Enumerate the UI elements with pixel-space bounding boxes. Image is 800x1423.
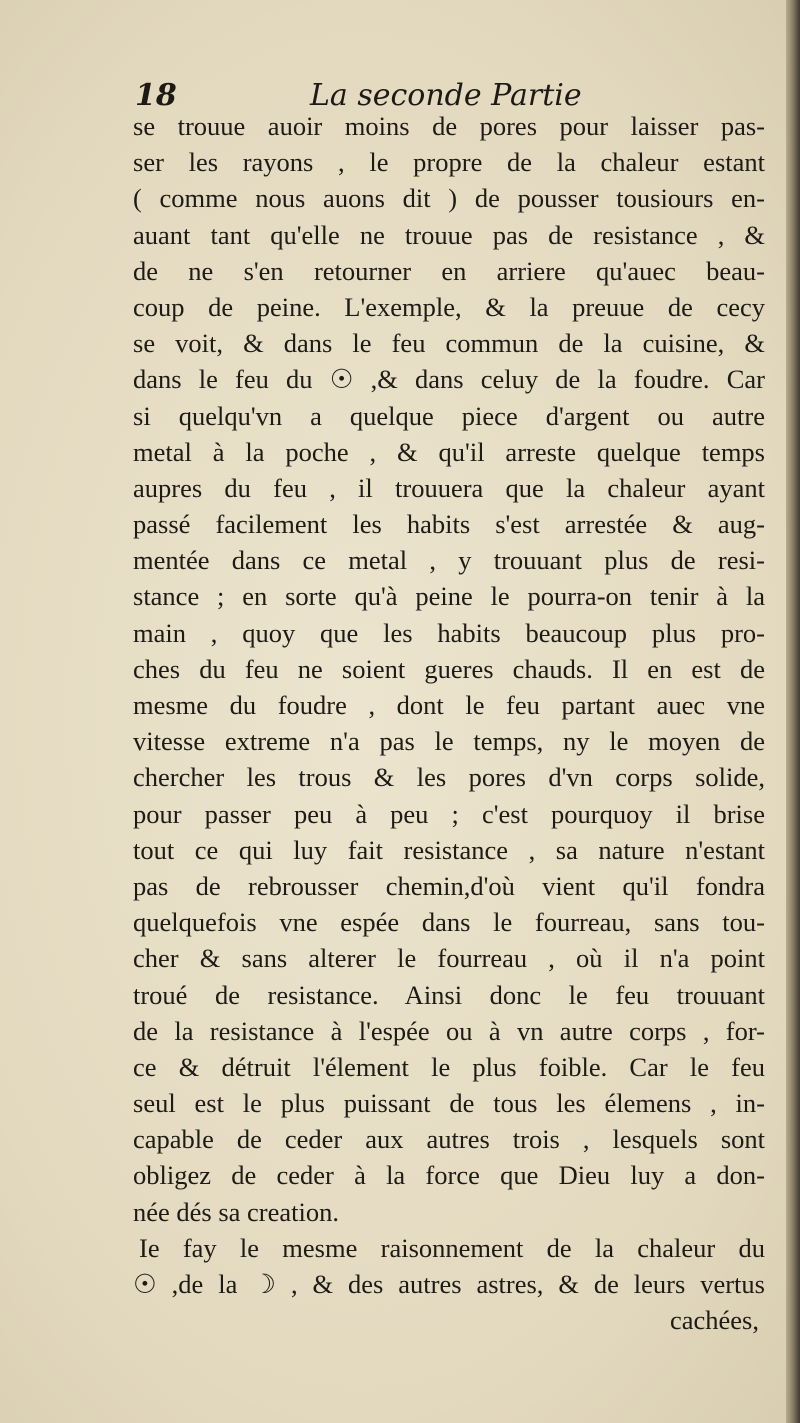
text-line: stance ; en sorte qu'à peine le pourra-on tenir à la	[133, 581, 765, 612]
text-line: ches du feu ne soient gueres chauds. Il en est de	[133, 653, 765, 684]
text-line: passé facilement les habits s'est arrestée & aug-	[133, 509, 765, 540]
text-line: obligez de ceder à la force que Dieu luy a don-	[133, 1160, 765, 1191]
text-line: auant tant qu'elle ne trouue pas de resistance , &	[133, 219, 765, 250]
text-line: troué de resistance. Ainsi donc le feu trouuant	[133, 979, 765, 1010]
text-line: quelquefois vne espée dans le fourreau, sans tou-	[133, 907, 765, 938]
text-line: de la resistance à l'espée ou à vn autre corps , for-	[133, 1015, 765, 1046]
text-line: pour passer peu à peu ; c'est pourquoy il brise	[133, 798, 765, 829]
text-line: main , quoy que les habits beaucoup plus pro-	[133, 617, 765, 648]
text-line: coup de peine. L'exemple, & la preuue de cecy	[133, 291, 765, 322]
text-line: ser les rayons , le propre de la chaleur estant	[133, 147, 765, 178]
text-line: metal à la poche , & qu'il arreste quelque temps	[133, 436, 765, 467]
text-line: née dés sa creation.	[133, 1196, 340, 1227]
text-line: ☉ ,de la ☽ , & des autres astres, & de leurs vertus	[133, 1269, 765, 1299]
text-line: chercher les trous & les pores d'vn corps solide,	[133, 762, 765, 793]
text-line: tout ce qui luy fait resistance , sa nature n'estant	[133, 834, 765, 865]
running-title: La seconde Partie	[310, 78, 582, 113]
text-line: pas de rebrousser chemin,d'où vient qu'il fondra	[133, 870, 765, 901]
text-line: ce & détruit l'élement le plus foible. Car le feu	[133, 1051, 765, 1082]
catchword: cachées,	[670, 1305, 759, 1336]
text-line: mesme du foudre , dont le feu partant auec vne	[133, 690, 765, 720]
body-text	[133, 108, 765, 1338]
text-line: ( comme nous auons dit ) de pousser tousiours en-	[133, 183, 765, 214]
page-gutter-shadow	[786, 0, 800, 1423]
text-line: dans le feu du ☉ ,& dans celuy de la foudre. Car	[133, 364, 765, 395]
text-line: seul est le plus puissant de tous les élemens , in-	[133, 1088, 765, 1119]
text-line: vitesse extreme n'a pas le temps, ny le moyen de	[133, 726, 765, 757]
text-line: se trouue auoir moins de pores pour laisser pas-	[133, 111, 765, 141]
paragraph-start-line: Ie fay le mesme raisonnement de la chaleur du	[139, 1232, 765, 1263]
text-line: se voit, & dans le feu commun de la cuisine, &	[133, 328, 765, 359]
page-number: 18	[135, 78, 177, 113]
text-line: capable de ceder aux autres trois , lesquels sont	[133, 1124, 765, 1155]
text-line: aupres du feu , il trouuera que la chaleur ayant	[133, 472, 765, 503]
text-line: de ne s'en retourner en arriere qu'auec beau-	[133, 255, 765, 286]
text-line: si quelqu'vn a quelque piece d'argent ou autre	[133, 400, 765, 431]
text-line: mentée dans ce metal , y trouuant plus de resi-	[133, 545, 765, 576]
text-line: cher & sans alterer le fourreau , où il n'a point	[133, 943, 765, 974]
